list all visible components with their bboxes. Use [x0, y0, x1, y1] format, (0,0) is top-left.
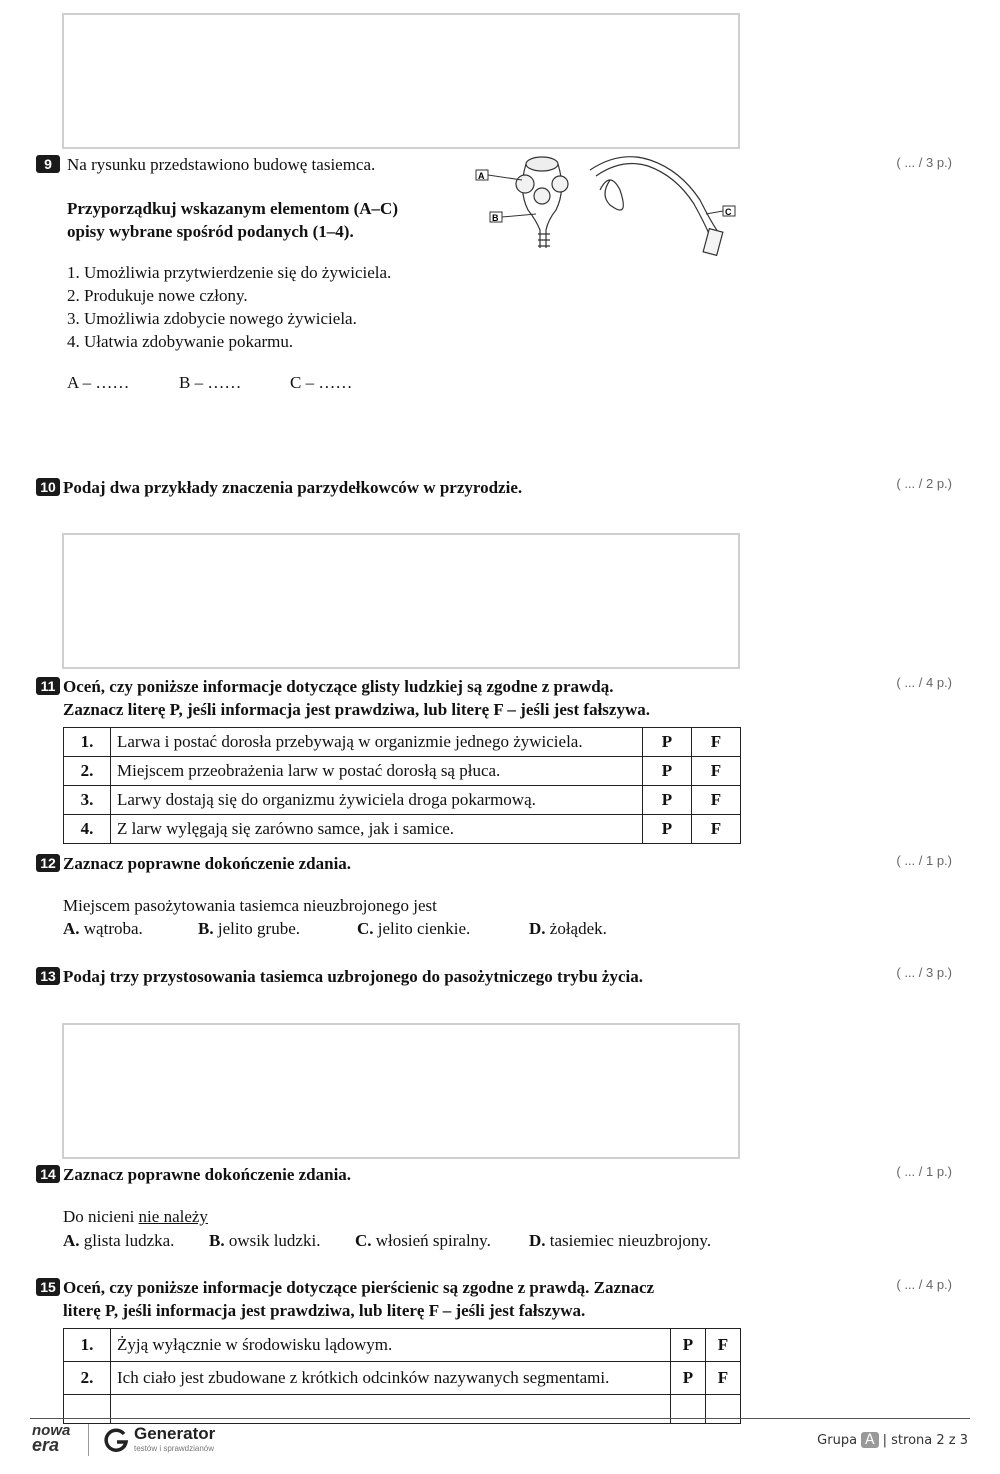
nowa-era-logo	[32, 1422, 71, 1455]
option-text: tasiemiec nieuzbrojony.	[545, 1231, 712, 1250]
q11-line1: Oceń, czy poniższe informacje dotyczące glisty ludzkiej są zgodne z prawdą.	[63, 677, 614, 696]
true-option[interactable]	[671, 1395, 706, 1424]
q9-option-3: 3. Umożliwia zdobycie nowego żywiciela.	[67, 309, 357, 328]
q13-points: ( ... / 3 p.)	[896, 965, 952, 980]
option-letter: D.	[529, 1231, 546, 1250]
question-number-13: 13	[36, 967, 60, 985]
table-row	[64, 757, 741, 786]
q12-option-d[interactable]	[529, 919, 607, 939]
logo-line1: nowa	[32, 1422, 71, 1439]
false-option[interactable]: F	[692, 728, 741, 757]
row-number: 1.	[64, 728, 111, 757]
option-letter: A.	[63, 1231, 80, 1250]
option-letter: D.	[529, 919, 546, 938]
row-number: 3.	[64, 786, 111, 815]
true-option[interactable]: P	[643, 728, 692, 757]
q9-answer-c[interactable]: C – ……	[290, 373, 353, 392]
row-number: 2.	[64, 1362, 111, 1395]
option-text: jelito grube.	[213, 919, 300, 938]
row-statement: Żyją wyłącznie w środowisku lądowym.	[111, 1329, 671, 1362]
option-text: glista ludzka.	[79, 1231, 175, 1250]
false-option[interactable]	[706, 1395, 741, 1424]
q14-option-c[interactable]	[355, 1231, 491, 1251]
row-number: 2.	[64, 757, 111, 786]
row-statement: Larwy dostają się do organizmu żywiciela droga pokarmową.	[111, 786, 643, 815]
table-row	[64, 1362, 741, 1395]
q9-answer-a[interactable]: A – ……	[67, 373, 130, 392]
q14-stem	[63, 1207, 208, 1227]
option-text: jelito cienkie.	[373, 919, 471, 938]
q12-points: ( ... / 1 p.)	[896, 853, 952, 868]
generator-g-icon	[102, 1426, 130, 1454]
q12-option-a[interactable]	[63, 919, 143, 939]
footer-group-page	[817, 1432, 968, 1448]
option-text: włosień spiralny.	[371, 1231, 491, 1250]
q12-text: Zaznacz poprawne dokończenie zdania.	[63, 854, 352, 873]
q14-option-a[interactable]	[63, 1231, 174, 1251]
q10-text: Podaj dwa przykłady znaczenia parzydełkowców w przyrodzie.	[63, 478, 523, 497]
q15-line1: Oceń, czy poniższe informacje dotyczące pierścienic są zgodne z prawdą. Zaznacz	[63, 1278, 655, 1297]
row-statement: Ich ciało jest zbudowane z krótkich odcinków nazywanych segmentami.	[111, 1362, 671, 1395]
q12-option-c[interactable]	[357, 919, 470, 939]
q14-option-b[interactable]	[209, 1231, 320, 1251]
group-badge: A	[861, 1432, 879, 1448]
q12-stem: Miejscem pasożytowania tasiemca nieuzbrojonego jest	[63, 896, 437, 915]
row-number: 4.	[64, 815, 111, 844]
q9-intro: Na rysunku przedstawiono budowę tasiemca.	[67, 155, 376, 174]
false-option[interactable]: F	[706, 1329, 741, 1362]
q9-option-1: 1. Umożliwia przytwierdzenie się do żywiciela.	[67, 263, 392, 282]
option-letter: A.	[63, 919, 80, 938]
q9-option-4: 4. Ułatwia zdobywanie pokarmu.	[67, 332, 294, 351]
q15-table	[63, 1328, 741, 1424]
page-indicator: | strona 2 z 3	[882, 1433, 968, 1448]
option-letter: C.	[355, 1231, 372, 1250]
q9-instruction-line1: Przyporządkuj wskazanym elementom (A–C)	[67, 199, 398, 218]
stem-underlined: nie należy	[138, 1207, 208, 1226]
q9-instruction-line2: opisy wybrane spośród podanych (1–4).	[67, 222, 354, 241]
q11-table	[63, 727, 741, 844]
footer-separator	[88, 1424, 89, 1456]
q9-answer-b[interactable]: B – ……	[179, 373, 242, 392]
q10-points: ( ... / 2 p.)	[896, 476, 952, 491]
true-option[interactable]: P	[671, 1362, 706, 1395]
question-number-15: 15	[36, 1278, 60, 1296]
figure-label-a: A	[478, 171, 485, 181]
false-option[interactable]: F	[706, 1362, 741, 1395]
table-row	[64, 786, 741, 815]
answer-box-q13[interactable]	[62, 1023, 740, 1159]
false-option[interactable]: F	[692, 786, 741, 815]
table-row	[64, 1395, 741, 1424]
question-number-10: 10	[36, 478, 60, 496]
q13-text: Podaj trzy przystosowania tasiemca uzbrojonego do pasożytniczego trybu życia.	[63, 967, 643, 986]
table-row	[64, 1329, 741, 1362]
q9-option-2: 2. Produkuje nowe człony.	[67, 286, 248, 305]
scolex-drawing	[516, 157, 568, 248]
strobila-drawing	[590, 157, 723, 256]
tapeworm-figure	[470, 150, 740, 260]
q15-line2: literę P, jeśli informacja jest prawdziwa, lub literę F – jeśli jest fałszywa.	[63, 1301, 586, 1320]
q14-option-d[interactable]	[529, 1231, 711, 1251]
row-number	[64, 1395, 111, 1424]
row-number: 1.	[64, 1329, 111, 1362]
question-number-12: 12	[36, 854, 60, 872]
figure-label-b: B	[492, 213, 499, 223]
q15-points: ( ... / 4 p.)	[896, 1277, 952, 1292]
false-option[interactable]: F	[692, 757, 741, 786]
true-option[interactable]: P	[643, 786, 692, 815]
question-number-9: 9	[36, 155, 60, 173]
q11-points: ( ... / 4 p.)	[896, 675, 952, 690]
logo-line2: era	[32, 1435, 60, 1455]
generator-title: Generator	[134, 1424, 216, 1443]
row-statement: Z larw wylęgają się zarówno samce, jak i samice.	[111, 815, 643, 844]
q14-text: Zaznacz poprawne dokończenie zdania.	[63, 1165, 352, 1184]
answer-box-q8[interactable]	[62, 13, 740, 149]
true-option[interactable]: P	[643, 815, 692, 844]
option-letter: B.	[209, 1231, 225, 1250]
option-letter: C.	[357, 919, 374, 938]
footer-divider	[30, 1418, 970, 1419]
option-text: żołądek.	[545, 919, 607, 938]
group-label: Grupa	[817, 1433, 858, 1448]
answer-box-q10[interactable]	[62, 533, 740, 669]
q14-points: ( ... / 1 p.)	[896, 1164, 952, 1179]
question-number-11: 11	[36, 677, 60, 695]
row-statement	[111, 1395, 671, 1424]
row-statement: Larwa i postać dorosła przebywają w organizmie jednego żywiciela.	[111, 728, 643, 757]
q11-line2: Zaznacz literę P, jeśli informacja jest prawdziwa, lub literę F – jeśli jest fałszywa.	[63, 700, 650, 719]
option-letter: B.	[198, 919, 214, 938]
true-option[interactable]: P	[643, 757, 692, 786]
figure-label-c: C	[725, 207, 732, 217]
stem-text: Do nicieni	[63, 1207, 139, 1226]
table-row	[64, 815, 741, 844]
question-number-14: 14	[36, 1165, 60, 1183]
table-row	[64, 728, 741, 757]
row-statement: Miejscem przeobrażenia larw w postać dorosłą są płuca.	[111, 757, 643, 786]
q9-points: ( ... / 3 p.)	[896, 155, 952, 170]
generator-subtitle: testów i sprawdzianów	[134, 1444, 215, 1453]
option-text: owsik ludzki.	[224, 1231, 321, 1250]
q12-option-b[interactable]	[198, 919, 300, 939]
true-option[interactable]: P	[671, 1329, 706, 1362]
option-text: wątroba.	[79, 919, 143, 938]
false-option[interactable]: F	[692, 815, 741, 844]
